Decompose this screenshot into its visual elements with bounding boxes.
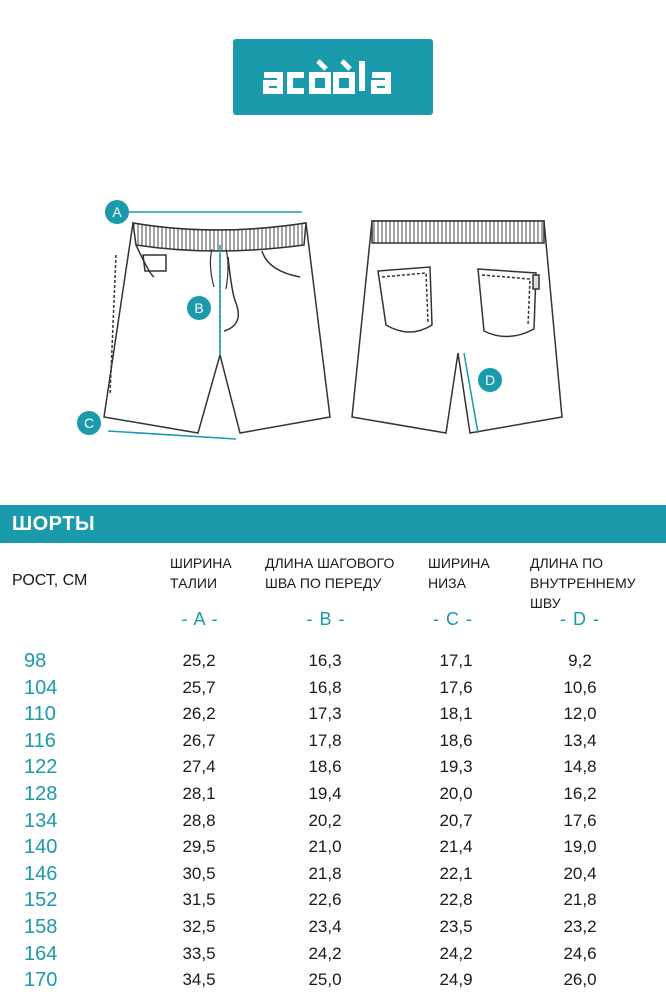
hem-width-value: 22,1 (439, 863, 473, 883)
column-header-c: ШИРИНА НИЗА (428, 555, 490, 591)
size-value: 170 (24, 969, 58, 992)
brand-logo (233, 39, 433, 115)
waist-width-value: 25,7 (182, 677, 216, 697)
measure-line-c (108, 431, 236, 439)
table-row (0, 941, 666, 968)
marker-b (187, 296, 211, 320)
marker-b-label: B (194, 300, 204, 316)
inseam-value: 9,2 (568, 651, 592, 670)
table-row (0, 675, 666, 702)
size-value: 158 (24, 915, 58, 938)
table-row (0, 834, 666, 861)
size-value: 116 (24, 729, 56, 752)
size-value: 152 (24, 889, 58, 912)
column-header-d: ДЛИНА ПО ВНУТРЕННЕМУ ШВУ (530, 555, 636, 611)
marker-d-label: D (484, 372, 496, 388)
row-header-height: РОСТ, СМ (12, 572, 88, 589)
front-rise-value: 25,0 (308, 970, 342, 990)
hem-width-value: 18,1 (439, 704, 473, 724)
hem-width-value: 24,9 (439, 970, 473, 990)
front-rise-value: 23,4 (308, 916, 342, 936)
front-rise-value: 21,8 (308, 863, 342, 883)
hem-width-value: 20,0 (439, 783, 473, 803)
inseam-value: 16,2 (563, 783, 597, 803)
front-rise-value: 18,6 (308, 757, 342, 777)
waist-width-value: 30,5 (182, 863, 216, 883)
inseam-value: 10,6 (563, 677, 597, 697)
shorts-back-view (352, 221, 562, 433)
waist-width-value: 29,5 (182, 837, 216, 857)
inseam-value: 12,0 (563, 704, 597, 724)
inseam-value: 26,0 (563, 970, 597, 990)
front-rise-value: 19,4 (308, 783, 342, 803)
marker-a (105, 200, 129, 224)
waist-width-value: 28,8 (182, 810, 216, 830)
hem-width-value: 21,4 (439, 837, 473, 857)
inseam-value: 20,4 (563, 863, 597, 883)
shorts-front-view (104, 223, 330, 433)
hem-width-value: 22,8 (439, 890, 473, 910)
size-table (0, 648, 666, 994)
front-rise-value: 20,2 (308, 810, 342, 830)
front-rise-value: 17,3 (308, 704, 342, 724)
inseam-value: 24,6 (563, 943, 597, 963)
front-rise-value: 16,8 (308, 677, 342, 697)
table-row (0, 808, 666, 835)
table-row (0, 648, 666, 675)
size-value: 134 (24, 809, 58, 832)
waist-width-value: 31,5 (182, 890, 216, 910)
table-row (0, 701, 666, 728)
inseam-value: 21,8 (563, 890, 597, 910)
waist-width-value: 28,1 (182, 783, 216, 803)
size-value: 164 (24, 942, 58, 965)
waist-width-value: 27,4 (182, 757, 216, 777)
front-rise-value: 21,0 (308, 837, 342, 857)
column-letter-a: - A - (181, 609, 219, 629)
hem-width-value: 18,6 (439, 730, 473, 750)
waist-width-value: 26,2 (182, 704, 216, 724)
front-rise-value: 22,6 (308, 890, 342, 910)
hem-width-value: 20,7 (439, 810, 473, 830)
shorts-measurement-diagram (0, 185, 666, 455)
table-row (0, 754, 666, 781)
waist-width-value: 25,2 (182, 651, 216, 670)
waist-width-value: 32,5 (182, 916, 216, 936)
size-value: 104 (24, 676, 58, 699)
size-value: 98 (24, 650, 47, 672)
table-row (0, 887, 666, 914)
size-value: 122 (24, 756, 58, 779)
front-rise-value: 24,2 (308, 943, 342, 963)
column-letter-d: - D - (560, 609, 600, 629)
table-row (0, 781, 666, 808)
marker-d (478, 368, 502, 392)
hem-width-value: 19,3 (439, 757, 473, 777)
hem-width-value: 17,1 (439, 651, 473, 670)
table-row (0, 967, 666, 994)
table-row (0, 861, 666, 888)
size-value: 128 (24, 782, 58, 805)
acoola-wordmark (258, 57, 408, 97)
marker-a-label: A (112, 204, 122, 220)
hem-width-value: 23,5 (439, 916, 473, 936)
hem-width-value: 24,2 (439, 943, 473, 963)
table-row (0, 728, 666, 755)
front-rise-value: 17,8 (308, 730, 342, 750)
waist-width-value: 26,7 (182, 730, 216, 750)
column-header-b: ДЛИНА ШАГОВОГО ШВА ПО ПЕРЕДУ (265, 555, 395, 591)
inseam-value: 23,2 (563, 916, 597, 936)
size-value: 146 (24, 862, 58, 885)
inseam-value: 17,6 (563, 810, 597, 830)
column-letter-b: - B - (306, 609, 346, 629)
inseam-value: 13,4 (563, 730, 597, 750)
marker-c-label: C (83, 415, 95, 431)
column-header-a: ШИРИНА ТАЛИИ (170, 555, 232, 591)
size-value: 140 (24, 836, 58, 859)
section-title: ШОРТЫ (0, 505, 666, 543)
waist-width-value: 34,5 (182, 970, 216, 990)
size-value: 110 (24, 703, 56, 726)
waist-width-value: 33,5 (182, 943, 216, 963)
inseam-value: 19,0 (563, 837, 597, 857)
inseam-value: 14,8 (563, 757, 597, 777)
hem-width-value: 17,6 (439, 677, 473, 697)
table-row (0, 914, 666, 941)
front-rise-value: 16,3 (308, 651, 342, 670)
column-letter-c: - C - (433, 609, 473, 629)
marker-c (77, 411, 101, 435)
